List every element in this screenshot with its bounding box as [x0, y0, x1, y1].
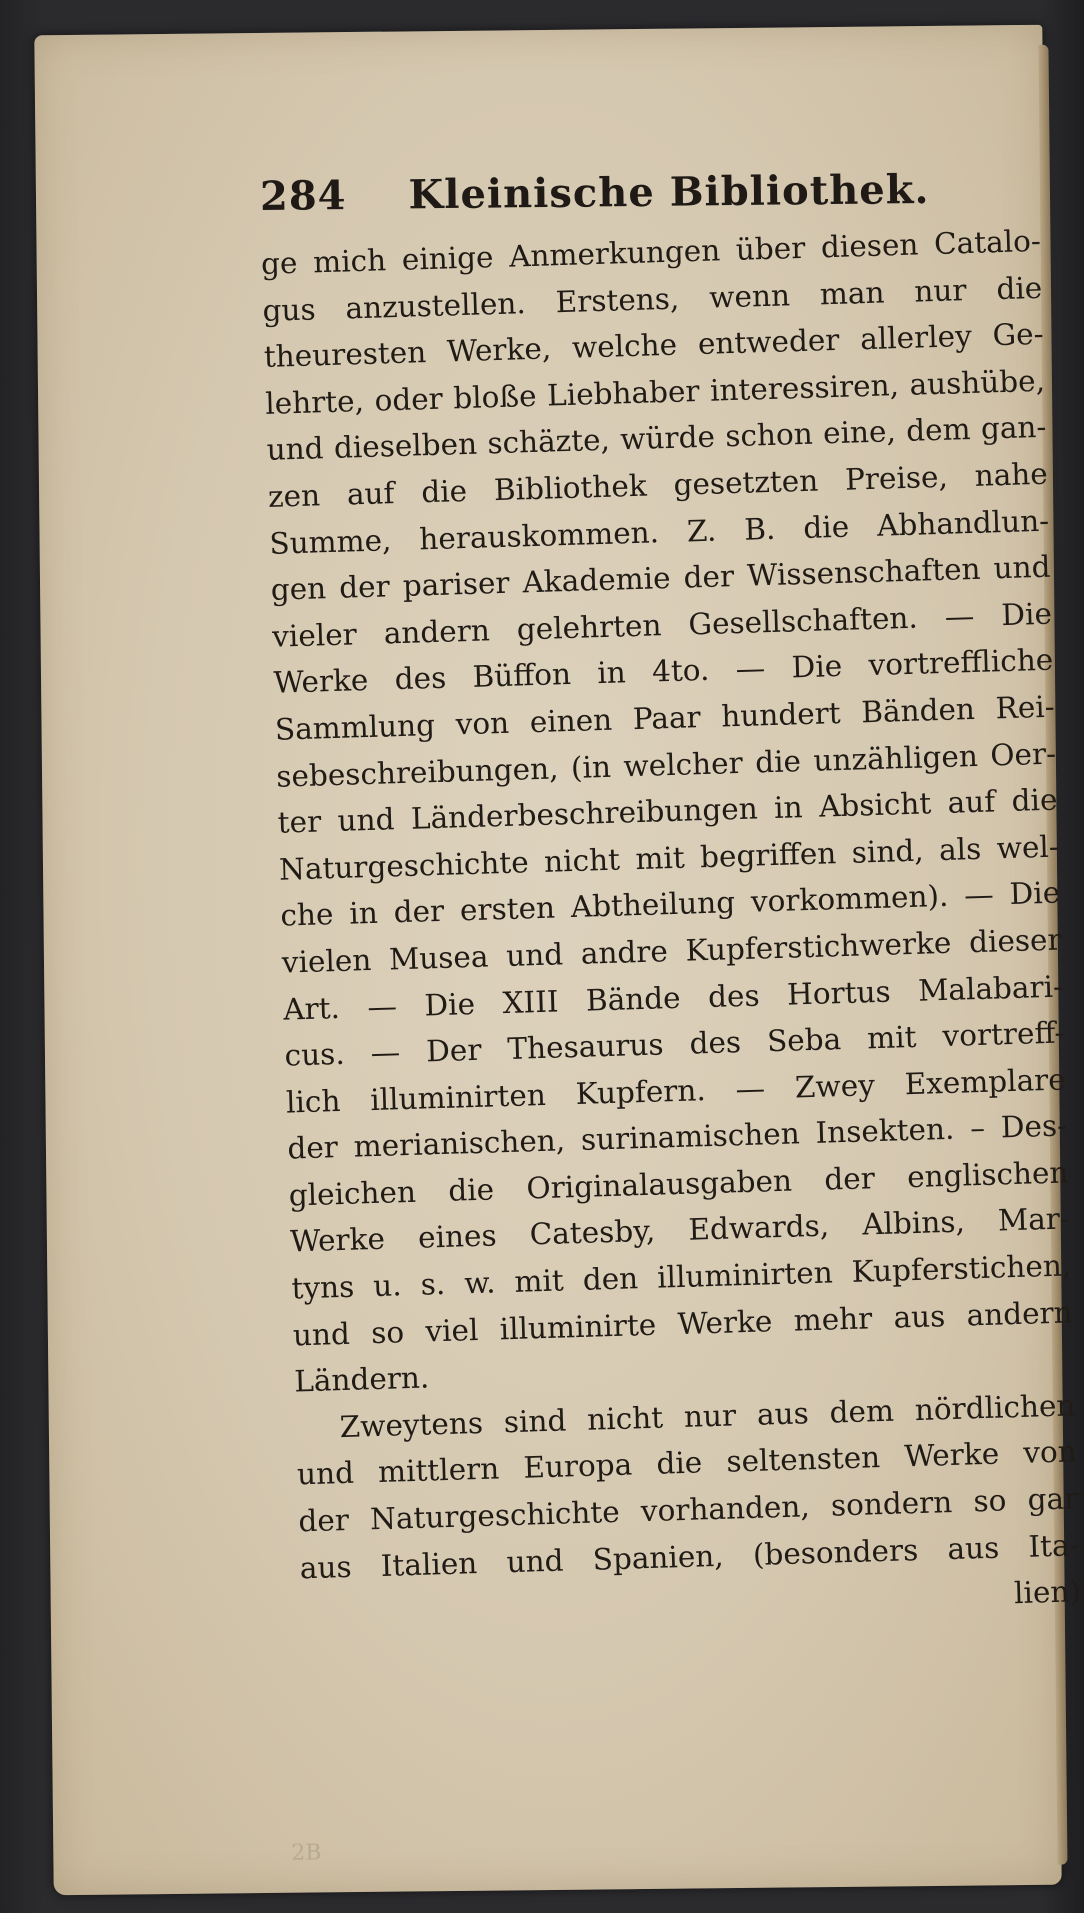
- text-line: gen der pariser Akademie der Wissenschaften und: [270, 549, 1051, 607]
- text-line: der Naturgeschichte vorhanden, sondern so gar: [297, 1481, 1079, 1539]
- page-number: 284: [259, 172, 347, 220]
- paragraph-end-line: Ländern.: [293, 1360, 430, 1399]
- text-line: und mittlern Europa die seltensten Werke von: [296, 1434, 1078, 1492]
- text-line: der merianischen, surinamischen Insekten. – Des-: [286, 1108, 1068, 1166]
- text-line: Werke des Büffon in 4to. — Die vortreffliche: [273, 642, 1054, 701]
- text-line: theuresten Werke, welche entweder allerley Ge-: [263, 316, 1045, 375]
- text-line: lehrte, oder bloße Liebhaber interessiren, aushübe,: [264, 363, 1046, 421]
- text-line: Sammlung von einen Paar hundert Bänden Rei-: [274, 689, 1056, 747]
- running-title: Kleinische Bibliothek.: [408, 165, 930, 219]
- text-line: ter und Länderbeschreibungen in Absicht auf die: [277, 782, 1058, 840]
- text-line: gus anzustellen. Erstens, wenn man nur die: [262, 270, 1043, 328]
- book-page: [34, 25, 1082, 1895]
- signature-mark: 2B: [291, 1840, 322, 1866]
- text-line: Werke eines Catesby, Edwards, Albins, Mar-: [289, 1201, 1071, 1259]
- text-line: zen auf die Bibliothek gesetzten Preise, nahe: [267, 456, 1049, 514]
- text-line: und so viel illuminirte Werke mehr aus andern: [292, 1295, 1074, 1353]
- text-line: Summe, herauskommen. Z. B. die Abhandlun-: [268, 503, 1050, 561]
- text-line: aus Italien und Spanien, (besonders aus Ita-: [299, 1527, 1081, 1586]
- text-line: gleichen die Originalausgaben der englischen: [288, 1155, 1069, 1213]
- text-line: vielen Musea und andre Kupferstichwerke dieser: [281, 922, 1063, 980]
- text-line: vieler andern gelehrten Gesellschaften. — Die: [271, 596, 1053, 654]
- text-line: Naturgeschichte nicht mit begriffen sind, als wel-: [278, 829, 1060, 887]
- text-line: lich illuminirten Kupfern. — Zwey Exemplare: [285, 1062, 1067, 1120]
- paragraph-start-line: Zweytens sind nicht nur aus dem nördlichen: [339, 1388, 1076, 1444]
- text-line: cus. — Der Thesaurus des Seba mit vortreff-: [284, 1015, 1065, 1073]
- running-header: [260, 166, 930, 220]
- catchword: lien): [1013, 1574, 1082, 1611]
- text-line: tyns u. s. w. mit den illuminirten Kupferstichen,: [291, 1248, 1072, 1306]
- text-line: und dieselben schäzte, würde schon eine, dem gan-: [266, 410, 1047, 468]
- text-line: ge mich einige Anmerkungen über diesen Catalo-: [260, 223, 1042, 281]
- body-text: [260, 218, 1081, 1638]
- text-line: sebeschreibungen, (in welcher die unzähligen Oer-: [275, 736, 1057, 794]
- text-line: Art. — Die XIII Bände des Hortus Malabari-: [282, 969, 1064, 1027]
- text-line: che in der ersten Abtheilung vorkommen). — Die: [279, 875, 1061, 933]
